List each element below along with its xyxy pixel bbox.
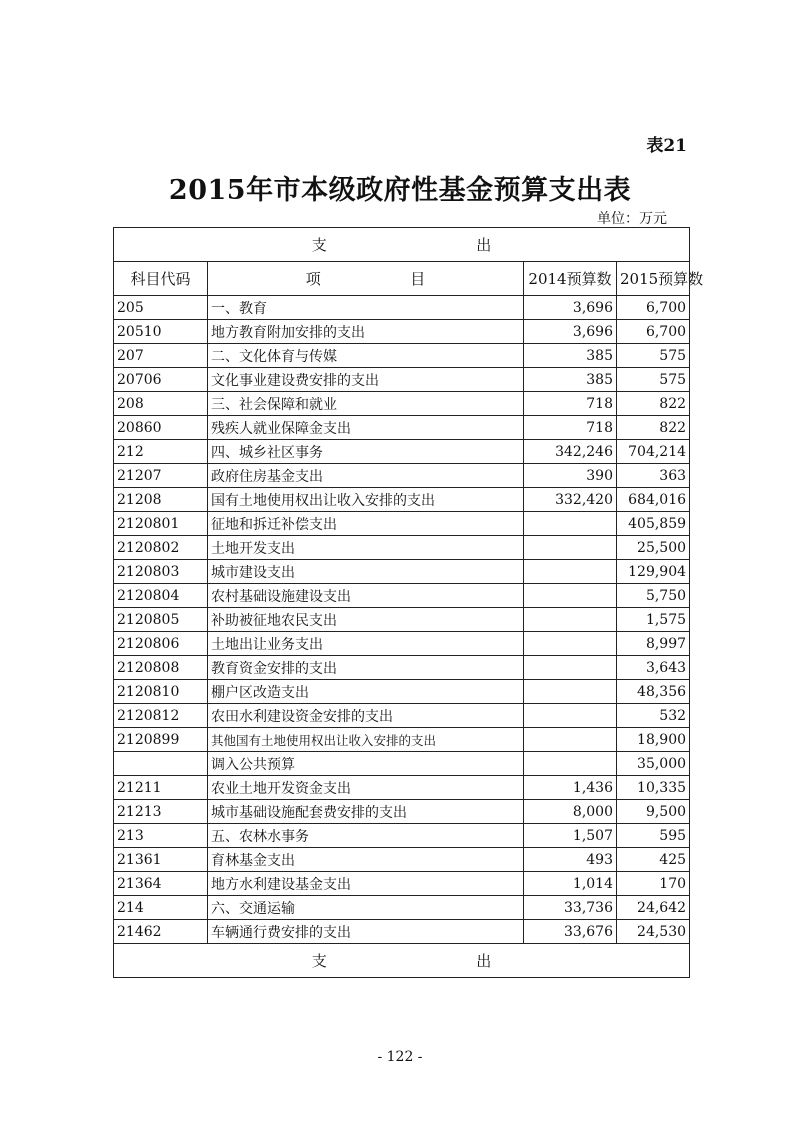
cell-2015-value: 18,900 (617, 728, 690, 752)
cell-code: 2120801 (114, 512, 208, 536)
cell-2015-value: 24,642 (617, 896, 690, 920)
cell-2014-value (524, 728, 617, 752)
cell-2014-value: 332,420 (524, 488, 617, 512)
cell-2015-value: 24,530 (617, 920, 690, 944)
cell-2014-value: 3,696 (524, 296, 617, 320)
cell-code: 20860 (114, 416, 208, 440)
table-row (114, 920, 690, 944)
table-row (114, 728, 690, 752)
cell-item-name: 一、教育 (208, 296, 524, 320)
cell-item-name: 四、城乡社区事务 (208, 440, 524, 464)
cell-2014-value: 342,246 (524, 440, 617, 464)
col-header-item (208, 262, 524, 296)
cell-2015-value: 10,335 (617, 776, 690, 800)
cell-2014-value: 1,014 (524, 872, 617, 896)
cell-2015-value: 704,214 (617, 440, 690, 464)
cell-code: 21208 (114, 488, 208, 512)
cell-item-name: 残疾人就业保障金支出 (208, 416, 524, 440)
cell-item-name: 政府住房基金支出 (208, 464, 524, 488)
table-row (114, 512, 690, 536)
cell-code: 2120805 (114, 608, 208, 632)
cell-code: 208 (114, 392, 208, 416)
cell-2014-value: 33,736 (524, 896, 617, 920)
cell-code: 20706 (114, 368, 208, 392)
cell-2014-value (524, 632, 617, 656)
table-row (114, 320, 690, 344)
cell-2014-value: 33,676 (524, 920, 617, 944)
cell-2015-value: 363 (617, 464, 690, 488)
cell-item-name: 其他国有土地使用权出让收入安排的支出 (208, 728, 524, 752)
table-row (114, 608, 690, 632)
cell-2014-value (524, 536, 617, 560)
cell-item-name: 城市基础设施配套费安排的支出 (208, 800, 524, 824)
cell-2015-value: 822 (617, 416, 690, 440)
cell-2014-value: 8,000 (524, 800, 617, 824)
cell-code: 21462 (114, 920, 208, 944)
table-row (114, 536, 690, 560)
cell-2014-value: 1,436 (524, 776, 617, 800)
cell-item-name: 调入公共预算 (208, 752, 524, 776)
cell-2015-value: 35,000 (617, 752, 690, 776)
cell-code: 20510 (114, 320, 208, 344)
col-header-item-char: 目 (410, 270, 426, 288)
cell-item-name: 城市建设支出 (208, 560, 524, 584)
table-row (114, 776, 690, 800)
cell-item-name: 农村基础设施建设支出 (208, 584, 524, 608)
cell-code: 21361 (114, 848, 208, 872)
cell-2015-value: 575 (617, 344, 690, 368)
cell-item-name: 国有土地使用权出让收入安排的支出 (208, 488, 524, 512)
table-row (114, 752, 690, 776)
page-number: - 122 - (377, 1049, 423, 1065)
cell-item-name: 土地出让业务支出 (208, 632, 524, 656)
table-row (114, 800, 690, 824)
cell-code: 2120802 (114, 536, 208, 560)
cell-code: 21213 (114, 800, 208, 824)
cell-code: 205 (114, 296, 208, 320)
cell-2015-value: 129,904 (617, 560, 690, 584)
cell-item-name: 征地和拆迁补偿支出 (208, 512, 524, 536)
cell-item-name: 三、社会保障和就业 (208, 392, 524, 416)
cell-2014-value: 3,696 (524, 320, 617, 344)
page-title: 2015年市本级政府性基金预算支出表 (168, 175, 632, 206)
column-header-row (114, 262, 690, 296)
table-row (114, 872, 690, 896)
cell-2015-value: 5,750 (617, 584, 690, 608)
table-row (114, 680, 690, 704)
cell-2014-value (524, 512, 617, 536)
cell-code: 2120808 (114, 656, 208, 680)
table-row (114, 464, 690, 488)
col-header-item-char: 项 (305, 270, 321, 288)
cell-item-name: 育林基金支出 (208, 848, 524, 872)
table-row (114, 704, 690, 728)
table-row (114, 896, 690, 920)
footer-char: 支 (311, 952, 327, 970)
cell-2014-value: 385 (524, 368, 617, 392)
cell-2015-value: 6,700 (617, 296, 690, 320)
group-header-cell (114, 228, 690, 262)
cell-item-name: 地方教育附加安排的支出 (208, 320, 524, 344)
footer-char: 出 (476, 952, 492, 970)
cell-2015-value: 684,016 (617, 488, 690, 512)
cell-2015-value: 822 (617, 392, 690, 416)
cell-item-name: 地方水利建设基金支出 (208, 872, 524, 896)
footer-cell (114, 944, 690, 978)
cell-2014-value (524, 608, 617, 632)
cell-2014-value (524, 680, 617, 704)
cell-2015-value: 1,575 (617, 608, 690, 632)
cell-2015-value: 48,356 (617, 680, 690, 704)
cell-2015-value: 595 (617, 824, 690, 848)
cell-code: 207 (114, 344, 208, 368)
cell-item-name: 二、文化体育与传媒 (208, 344, 524, 368)
budget-table (113, 227, 704, 978)
cell-2014-value (524, 752, 617, 776)
cell-item-name: 六、交通运输 (208, 896, 524, 920)
table-row (114, 416, 690, 440)
cell-2014-value: 718 (524, 392, 617, 416)
cell-2015-value: 405,859 (617, 512, 690, 536)
col-header-2014: 2014预算数 (524, 262, 617, 296)
cell-2014-value: 718 (524, 416, 617, 440)
cell-code: 2120806 (114, 632, 208, 656)
cell-2015-value: 575 (617, 368, 690, 392)
table-row (114, 440, 690, 464)
cell-2015-value: 532 (617, 704, 690, 728)
cell-2015-value: 170 (617, 872, 690, 896)
table-row (114, 848, 690, 872)
cell-item-name: 车辆通行费安排的支出 (208, 920, 524, 944)
cell-code: 2120812 (114, 704, 208, 728)
cell-code: 2120810 (114, 680, 208, 704)
cell-code: 214 (114, 896, 208, 920)
cell-item-name: 五、农林水事务 (208, 824, 524, 848)
table-number: 表21 (646, 136, 687, 156)
cell-code: 2120899 (114, 728, 208, 752)
cell-item-name: 棚户区改造支出 (208, 680, 524, 704)
table-row (114, 632, 690, 656)
unit-label: 单位：万元 (597, 211, 667, 227)
table-row (114, 560, 690, 584)
table-row (114, 392, 690, 416)
cell-item-name: 土地开发支出 (208, 536, 524, 560)
cell-2014-value: 390 (524, 464, 617, 488)
col-header-code: 科目代码 (114, 262, 208, 296)
cell-item-name: 教育资金安排的支出 (208, 656, 524, 680)
cell-code: 212 (114, 440, 208, 464)
table-row (114, 296, 690, 320)
cell-item-name: 文化事业建设费安排的支出 (208, 368, 524, 392)
footer-row (114, 944, 690, 978)
table-body (114, 296, 690, 944)
table-row (114, 488, 690, 512)
cell-code: 21364 (114, 872, 208, 896)
table-row (114, 824, 690, 848)
cell-code: 21211 (114, 776, 208, 800)
col-header-2015: 2015预算数 (617, 262, 690, 296)
cell-2015-value: 25,500 (617, 536, 690, 560)
cell-2014-value: 1,507 (524, 824, 617, 848)
cell-code: 213 (114, 824, 208, 848)
cell-item-name: 农业土地开发资金支出 (208, 776, 524, 800)
cell-code: 2120804 (114, 584, 208, 608)
group-header-char: 出 (476, 236, 492, 254)
cell-item-name: 补助被征地农民支出 (208, 608, 524, 632)
cell-code: 21207 (114, 464, 208, 488)
table-row (114, 344, 690, 368)
cell-2014-value (524, 704, 617, 728)
cell-2015-value: 425 (617, 848, 690, 872)
group-header-char: 支 (311, 236, 327, 254)
cell-code: 2120803 (114, 560, 208, 584)
cell-2015-value: 6,700 (617, 320, 690, 344)
table-row (114, 656, 690, 680)
cell-2014-value: 385 (524, 344, 617, 368)
cell-2014-value (524, 584, 617, 608)
table-row (114, 368, 690, 392)
cell-2014-value: 493 (524, 848, 617, 872)
cell-2014-value (524, 560, 617, 584)
cell-2015-value: 8,997 (617, 632, 690, 656)
group-header-row (114, 228, 690, 262)
cell-code (114, 752, 208, 776)
table-row (114, 584, 690, 608)
cell-2015-value: 9,500 (617, 800, 690, 824)
cell-item-name: 农田水利建设资金安排的支出 (208, 704, 524, 728)
cell-2014-value (524, 656, 617, 680)
cell-2015-value: 3,643 (617, 656, 690, 680)
